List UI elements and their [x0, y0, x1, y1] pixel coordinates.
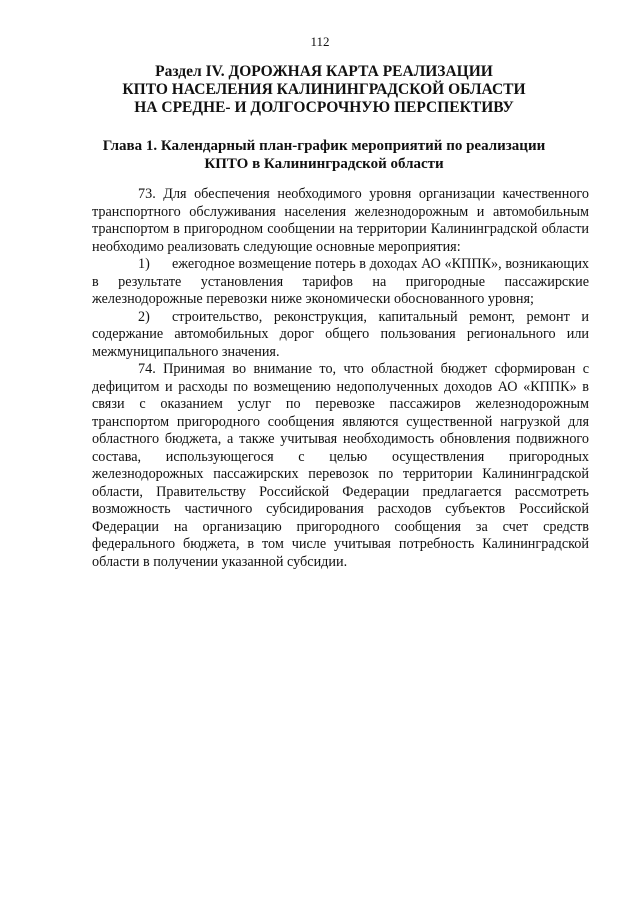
- chapter-title-line: Глава 1. Календарный план-график мероприятий по реализации: [102, 138, 546, 154]
- section-title-line: Раздел IV. ДОРОЖНАЯ КАРТА РЕАЛИЗАЦИИ: [155, 63, 493, 80]
- list-marker: 1): [138, 256, 150, 272]
- chapter-title: [80, 137, 568, 173]
- section-title-line: КПТО НАСЕЛЕНИЯ КАЛИНИНГРАДСКОЙ ОБЛАСТИ: [122, 81, 526, 98]
- section-title: [80, 63, 568, 117]
- chapter-title-line: КПТО в Калининградской области: [204, 156, 444, 172]
- paragraph-73: 73. Для обеспечения необходимого уровня организации качественного транспортного обслуживания населения железнодорожным и автомобильным транспортом в пригородном сообщении на территории Калининградской области необходимо реализовать следующие основные мероприятия:: [92, 186, 589, 255]
- list-item-text: ежегодное возмещение потерь в доходах АО «КППК», возникающих в результате установления тарифов на пригородные пассажирские железнодорожные перевозки ниже экономически обоснованного уровня;: [92, 256, 589, 307]
- paragraph-74: 74. Принимая во внимание то, что областной бюджет сформирован с дефицитом и расходы по возмещению недополученных доходов АО «КППК» в связи с оказанием услуг по перевозке пассажиров железнодорожным транспортом пригородного сообщения являются существенной нагрузкой для областного бюджета, а также учитывая необходимость обновления подвижного состава, использующегося с целью осуществления пригородных железнодорожных пассажирских перевозок по территории Калининградской области, Правительству Российской Федерации предлагается рассмотреть возможность частичного субсидирования расходов субъектов Российской Федерации на организацию пригородного сообщения за счет средств федерального бюджета, в том числе учитывая потребность Калининградской области в получении указанной субсидии.: [92, 361, 589, 570]
- list-item-2: [92, 309, 589, 362]
- list-marker: 2): [138, 308, 150, 325]
- list-item-text: строительство, реконструкция, капитальный ремонт, ремонт и содержание автомобильных дорог общего пользования регионального или межмуниципального значения.: [92, 308, 589, 360]
- section-title-line: НА СРЕДНЕ- И ДОЛГОСРОЧНУЮ ПЕРСПЕКТИВУ: [134, 99, 514, 116]
- list-item-1: [92, 256, 589, 309]
- body-text: [92, 186, 589, 571]
- page-number: 112: [310, 34, 330, 49]
